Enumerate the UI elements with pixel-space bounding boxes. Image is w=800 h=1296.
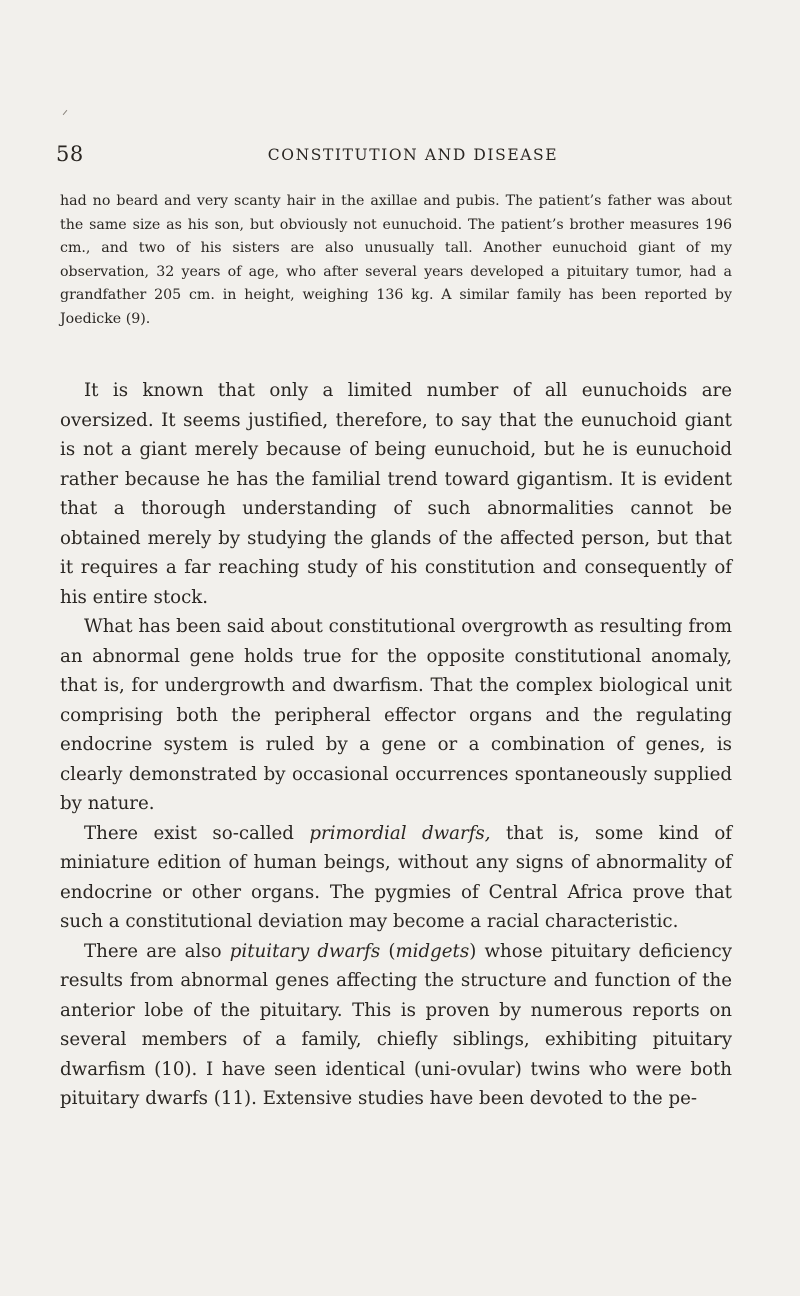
text-run: that is, some kind of miniature edition of human beings, without any signs of abnormality of endocrine or other organs. The pygmies of Central Africa prove that such a constitutional deviation may become a racial characteristic. — [60, 822, 733, 932]
text-run: There exist so-called — [84, 822, 310, 844]
text-run: ( — [380, 940, 396, 962]
term-pituitary-dwarfs: pituitary dwarfs — [229, 940, 381, 962]
text-run: ) whose pituitary deficiency results from abnormal genes affecting the structure and function of the anterior lobe of the pituitary. This is proven by numerous reports on several members of a family, chiefly siblings, exhibiting pituitary dwarfism (10). I have seen identical (uni-ovular) twins who were both pituitary dwarfs (11). Extensive studies have been devoted to the pe- — [60, 940, 732, 1109]
small-print-paragraph: had no beard and very scanty hair in the axillae and pubis. The patient’s father was about the same size as his son, but obviously not eunuchoid. The patient’s brother measures 196 cm., and two of his sisters are also unusually tall. Another eunuchoid giant of my observation, 32 years of age, who after several years developed a pituitary tumor, had a grandfather 205 cm. in height, weighing 136 kg. A similar family has been reported by Joedicke (9). — [60, 193, 732, 327]
text-run: There are also — [84, 940, 230, 962]
body-text — [60, 376, 732, 1114]
term-primordial-dwarfs: primordial dwarfs, — [309, 822, 491, 844]
term-midgets: midgets — [395, 940, 470, 962]
paragraph-undergrowth: What has been said about constitutional overgrowth as resulting from an abnormal gene holds true for the opposite constitutional anomaly, that is, for undergrowth and dwarfism. That the complex biological unit comprising both the peripheral effector organs and the regulating endocrine system is ruled by a gene or a combination of genes, is clearly demonstrated by occasional occurrences spontaneously supplied by nature. — [60, 616, 732, 814]
page-header — [56, 142, 730, 172]
paragraph-primordial-dwarfs — [60, 819, 732, 937]
paragraph-eunuchoid-giant: It is known that only a limited number of all eunuchoids are oversized. It seems justified, therefore, to say that the eunuchoid giant is not a giant merely because of being eunuchoid, but he is eunuchoid rather because he has the familial trend toward gigantism. It is evident that a thorough understanding of such abnormalities cannot be obtained merely by studying the glands of the affected person, but that it requires a far reaching study of his constitution and consequently of his entire stock. — [60, 380, 732, 608]
page-number: 58 — [56, 142, 84, 166]
stray-mark — [63, 110, 68, 115]
paragraph-pituitary-dwarfs — [60, 937, 732, 1114]
running-head: CONSTITUTION AND DISEASE — [267, 146, 559, 164]
